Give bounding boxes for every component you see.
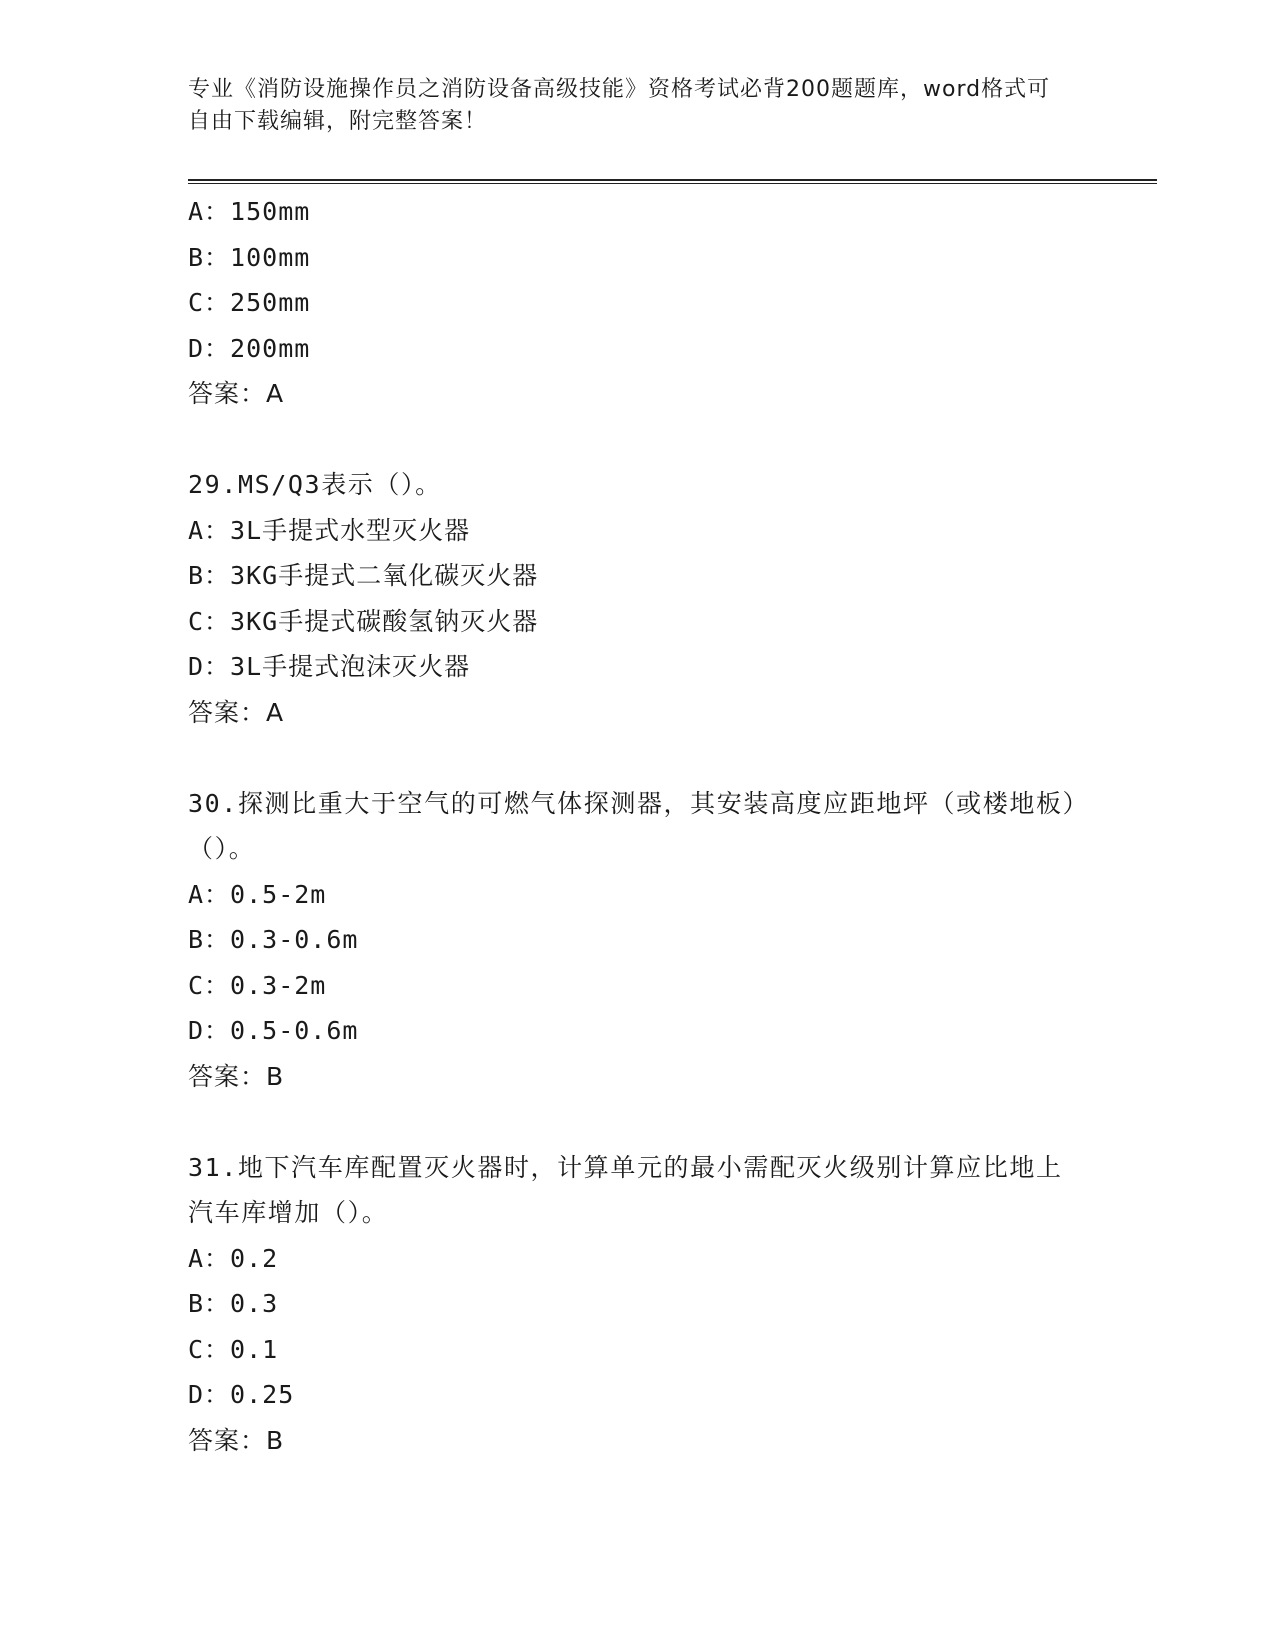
option-c: C：250mm	[188, 288, 311, 317]
answer-line: 答案：B	[188, 1425, 285, 1455]
answer-line: 答案：B	[188, 1061, 285, 1091]
question-stem: 29.MS/Q3表示（）。	[188, 470, 442, 499]
question-29	[188, 462, 1088, 735]
option-b: B：0.3	[188, 1289, 279, 1318]
option-c: C：0.3-2m	[188, 970, 327, 1000]
answer-line: 答案：A	[188, 379, 285, 408]
option-b: B：0.3-0.6m	[188, 925, 359, 954]
option-d: D：0.25	[188, 1380, 295, 1409]
option-a: A：3L手提式水型灭火器	[188, 515, 471, 545]
option-a: A：0.5-2m	[188, 879, 327, 909]
option-c: C：0.1	[188, 1334, 279, 1364]
option-d: D：3L手提式泡沫灭火器	[188, 652, 471, 681]
option-d: D：200mm	[188, 333, 311, 363]
question-30	[188, 781, 1088, 1100]
spacer	[188, 417, 1088, 463]
spacer	[188, 735, 1088, 781]
header-divider	[188, 179, 1157, 184]
option-a: A：0.2	[188, 1243, 279, 1273]
option-a: A：150mm	[188, 197, 311, 226]
option-b: B：100mm	[188, 242, 311, 272]
previous-question-block	[188, 189, 1088, 417]
option-d: D：0.5-0.6m	[188, 1016, 359, 1045]
answer-line: 答案：A	[188, 697, 285, 727]
option-c: C：3KG手提式碳酸氢钠灭火器	[188, 606, 539, 636]
question-list	[188, 189, 1088, 1463]
page-header: 专业《消防设施操作员之消防设备高级技能》资格考试必背200题题库，word格式可自由下载编辑，附完整答案！	[188, 77, 1051, 134]
question-stem: 30.探测比重大于空气的可燃气体探测器，其安装高度应距地坪（或楼地板）（）。	[188, 788, 1077, 863]
question-stem: 31.地下汽车库配置灭火器时，计算单元的最小需配灭火级别计算应比地上汽车库增加（）。	[188, 1152, 1063, 1227]
spacer	[188, 1099, 1088, 1145]
option-b: B：3KG手提式二氧化碳灭火器	[188, 561, 539, 590]
question-31	[188, 1145, 1088, 1464]
